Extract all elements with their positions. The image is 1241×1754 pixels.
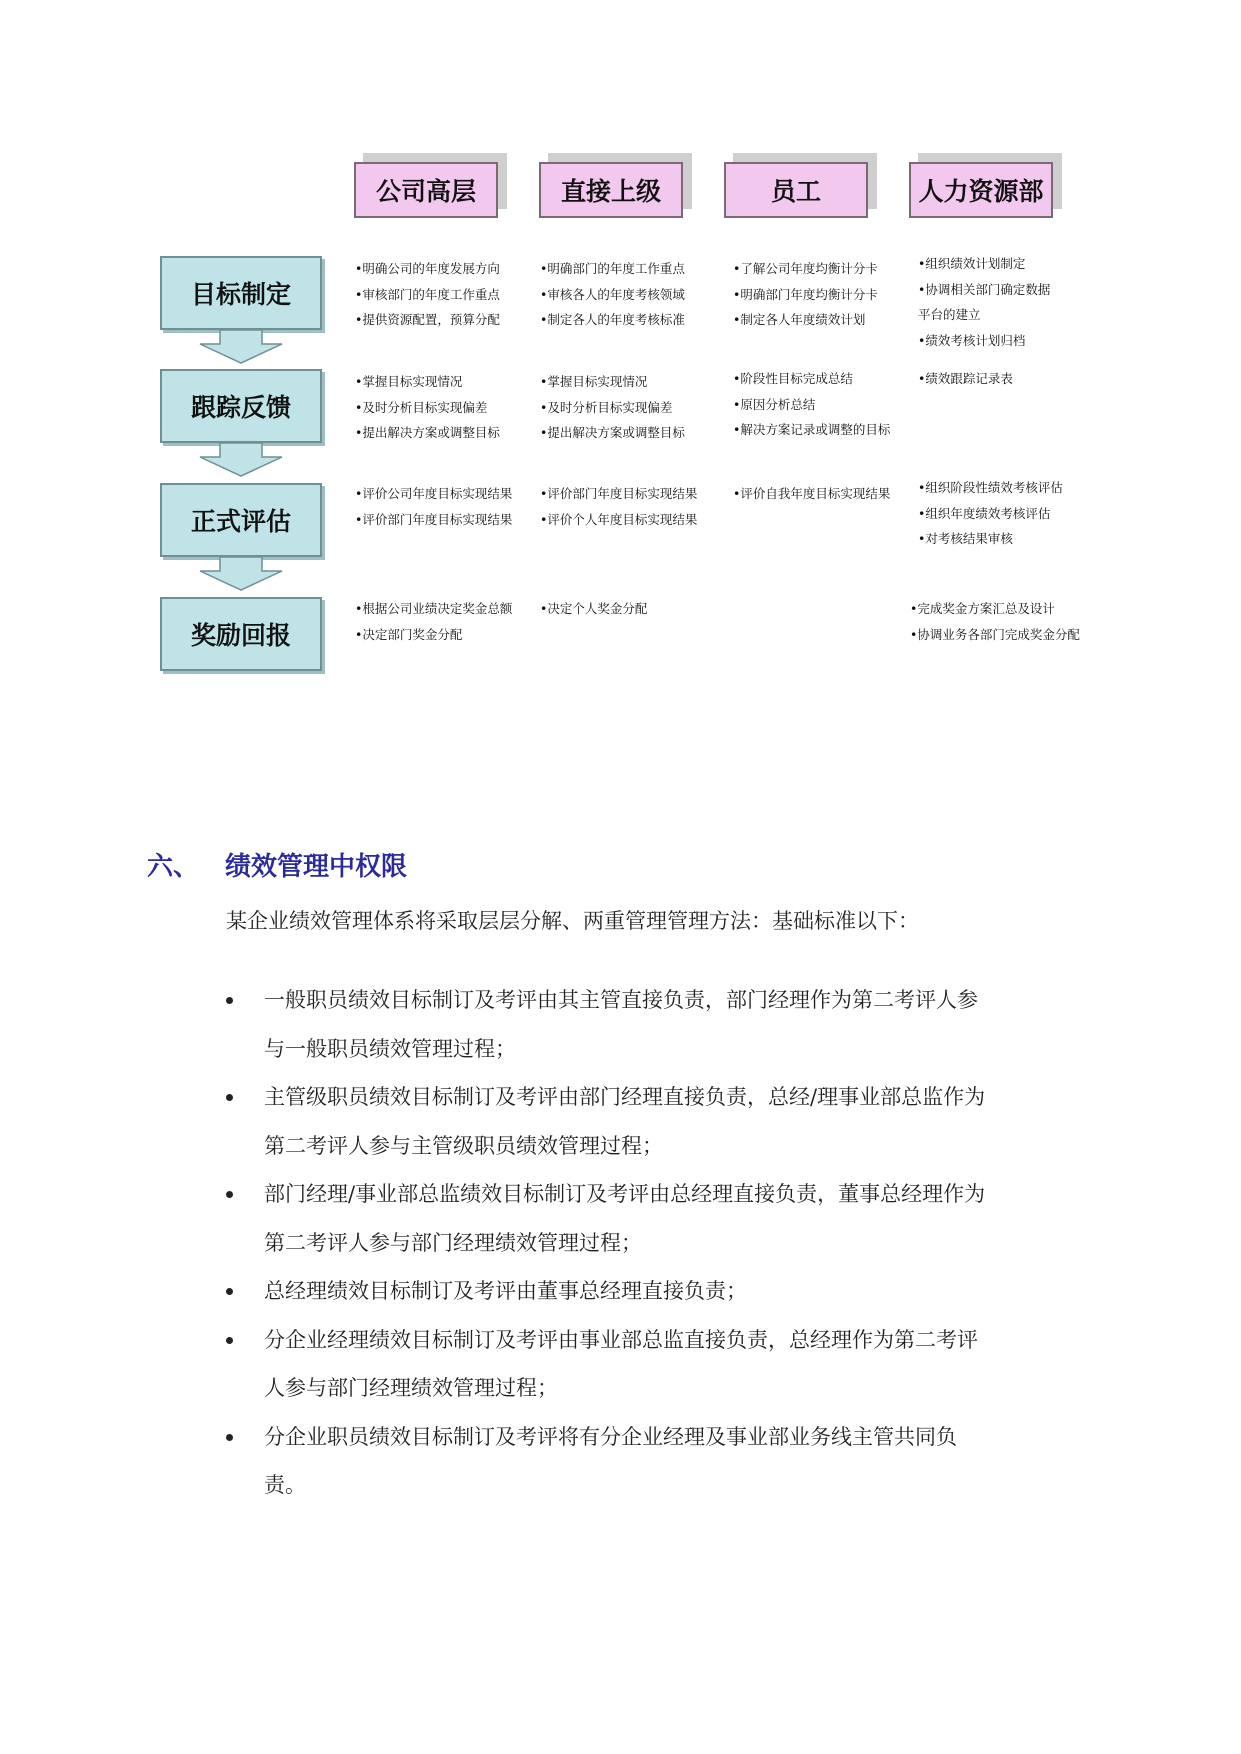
down-arrow-icon <box>198 330 284 364</box>
column-header-direct-supervisor: 直接上级 <box>539 162 683 218</box>
stage-reward: 奖励回报 <box>160 597 322 671</box>
cell-reward-hr: •完成奖金方案汇总及设计 •协调业务各部门完成奖金分配 <box>910 601 1080 642</box>
list-item: 总经理绩效目标制订及考评由董事总经理直接负责； <box>226 1267 1121 1316</box>
section-heading <box>147 846 407 883</box>
cell-tracking-employee: •阶段性目标完成总结 •原因分析总结 •解决方案记录或调整的目标 <box>733 371 891 437</box>
bullet-icon <box>226 1337 233 1344</box>
bullet-icon <box>226 1434 233 1441</box>
cell-goal-setting-supervisor: •明确部门的年度工作重点 •审核各人的年度考核领域 •制定各人的年度考核标准 <box>540 261 685 327</box>
bullet-icon <box>226 1094 233 1101</box>
list-item: 一般职员绩效目标制订及考评由其主管直接负责，部门经理作为第二考评人参 与一般职员绩效管理过程； <box>226 976 1121 1073</box>
cell-tracking-supervisor: •掌握目标实现情况 •及时分析目标实现偏差 •提出解决方案或调整目标 <box>540 374 685 440</box>
down-arrow-icon <box>198 557 284 591</box>
stage-formal-evaluation: 正式评估 <box>160 483 322 557</box>
section-number: 六、 <box>147 852 200 882</box>
stage-tracking-feedback: 跟踪反馈 <box>160 369 322 443</box>
cell-tracking-senior: •掌握目标实现情况 •及时分析目标实现偏差 •提出解决方案或调整目标 <box>355 374 500 440</box>
list-item: 分企业职员绩效目标制订及考评将有分企业经理及事业部业务线主管共同负 责。 <box>226 1413 1121 1510</box>
cell-evaluation-employee: •评价自我年度目标实现结果 <box>733 486 891 501</box>
cell-goal-setting-senior: •明确公司的年度发展方向 •审核部门的年度工作重点 •提供资源配置，预算分配 <box>355 261 500 327</box>
bullet-icon <box>226 1288 233 1295</box>
cell-reward-senior: •根据公司业绩决定奖金总额 •决定部门奖金分配 <box>355 601 513 642</box>
down-arrow-icon <box>198 443 284 477</box>
cell-evaluation-senior: •评价公司年度目标实现结果 •评价部门年度目标实现结果 <box>355 486 513 527</box>
cell-evaluation-supervisor: •评价部门年度目标实现结果 •评价个人年度目标实现结果 <box>540 486 698 527</box>
section-intro: 某企业绩效管理体系将采取层层分解、两重管理管理方法：基础标准以下： <box>226 909 919 933</box>
stage-goal-setting: 目标制定 <box>160 256 322 330</box>
section-title: 绩效管理中权限 <box>225 852 408 882</box>
list-item: 主管级职员绩效目标制订及考评由部门经理直接负责，总经/理事业部总监作为 第二考评人参与主管级职员绩效管理过程； <box>226 1073 1121 1170</box>
cell-goal-setting-hr: •组织绩效计划制定 •协调相关部门确定数据 平台的建立 •绩效考核计划归档 <box>918 256 1051 348</box>
bullet-icon <box>226 1191 233 1198</box>
bullet-list <box>226 976 1121 1510</box>
column-header-senior-management: 公司高层 <box>354 162 498 218</box>
list-item: 分企业经理绩效目标制订及考评由事业部总监直接负责，总经理作为第二考评 人参与部门经理绩效管理过程； <box>226 1316 1121 1413</box>
bullet-icon <box>226 997 233 1004</box>
cell-evaluation-hr: •组织阶段性绩效考核评估 •组织年度绩效考核评估 •对考核结果审核 <box>918 480 1063 546</box>
cell-goal-setting-employee: •了解公司年度均衡计分卡 •明确部门年度均衡计分卡 •制定各人年度绩效计划 <box>733 261 878 327</box>
cell-tracking-hr: •绩效跟踪记录表 <box>918 371 1013 386</box>
column-header-hr-department: 人力资源部 <box>909 162 1053 218</box>
list-item: 部门经理/事业部总监绩效目标制订及考评由总经理直接负责，董事总经理作为 第二考评人参与部门经理绩效管理过程； <box>226 1170 1121 1267</box>
cell-reward-supervisor: •决定个人奖金分配 <box>540 601 648 616</box>
column-header-employee: 员工 <box>724 162 868 218</box>
